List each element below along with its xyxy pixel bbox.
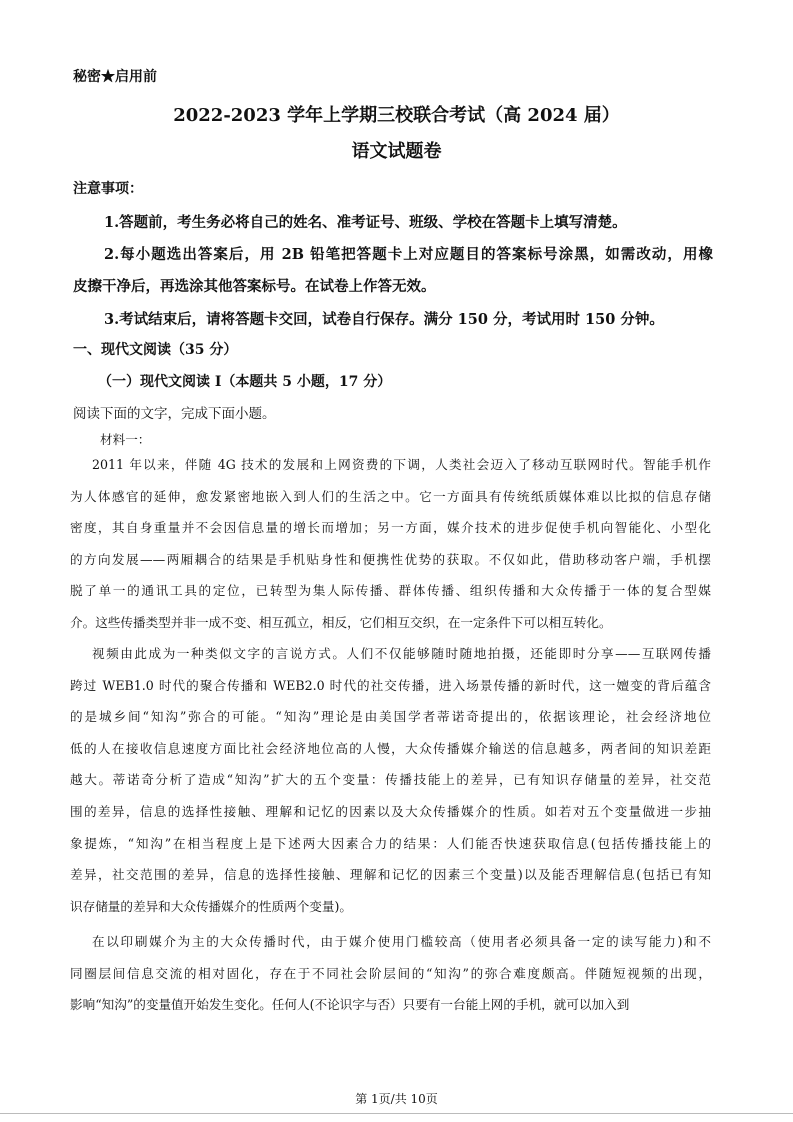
passage-line: 围的差异，信息的选择性接触、理解和记忆的因素以及大众传播媒介的性质。如若对五个变量做进一步抽: [70, 804, 711, 819]
page-indicator: 第 1页/共 10页: [355, 1092, 438, 1106]
passage-line: 的是城乡间“知沟”弥合的可能。“知沟”理论是由美国学者蒂诺奇提出的，依据该理论，社会经济地位: [70, 709, 711, 725]
passage-line: 为人体感官的延伸，愈发紧密地嵌入到人们的生活之中。它一方面具有传统纸质媒体难以比拟的信息存储: [70, 488, 711, 504]
notice-item-2-line-1: 2.每小题选出答案后，用 2B 铅笔把答题卡上对应题目的答案标号涂黑，如需改动，用橡: [104, 246, 713, 263]
passage-line: 差异，社交范围的差异，信息的选择性接触、理解和记忆的因素三个变量)以及能否理解信息(包括已有知: [70, 867, 711, 883]
passage-line: 2011 年以来，伴随 4G 技术的发展和上网资费的下调，人类社会迈入了移动互联网时代。智能手机作: [92, 457, 711, 472]
passage-line: 低的人在接收信息速度方面比社会经济地位高的人慢，大众传播媒介输送的信息越多，两者间的知识差距: [70, 740, 711, 756]
notice-item-1: 1.答题前，考生务必将自己的姓名、准考证号、班级、学校在答题卡上填写清楚。: [104, 214, 627, 231]
passage-line: 跨过 WEB1.0 时代的聚合传播和 WEB2.0 时代的社交传播，进入场景传播的新时代，这一嬗变的背后蕴含: [70, 677, 711, 693]
notice-item-2-line-2: 皮擦干净后，再选涂其他答案标号。在试卷上作答无效。: [73, 278, 436, 295]
passage-line: 象提炼，“知沟”在相当程度上是下述两大因素合力的结果：人们能否快速获取信息(包括传播技能上的: [70, 835, 711, 851]
passage-line: 识存储量的差异和大众传播媒介的性质两个变量)。: [70, 898, 352, 914]
confidential-mark: 秘密★启用前: [73, 69, 157, 85]
passage-line: 影响“知沟”的变量值开始发生变化。任何人(不论识字与否）只要有一台能上网的手机，就可以加入到: [70, 997, 630, 1013]
exam-subtitle: 语文试题卷: [351, 141, 442, 162]
passage-line: 密度，其自身重量并不会因信息量的增长而增加；另一方面，媒介技术的进步促使手机向智能化、小型化: [70, 520, 711, 536]
footer-rule: [0, 1113, 793, 1114]
subsection-heading: （一）现代文阅读 I（本题共 5 小题，17 分）: [98, 374, 392, 390]
passage-line: 同圈层间信息交流的相对固化，存在于不同社会阶层间的“知沟”的弥合难度颇高。伴随短视频的出现，: [70, 965, 711, 981]
notice-heading: 注意事项：: [73, 181, 143, 197]
passage-line: 越大。蒂诺奇分析了造成“知沟”扩大的五个变量：传播技能上的差异，已有知识存储量的差异，社交范: [70, 772, 711, 788]
material-label: 材料一：: [100, 432, 151, 447]
notice-item-3: 3.考试结束后，请将答题卡交回，试卷自行保存。满分 150 分，考试用时 150 分钟。: [104, 311, 664, 328]
exam-title: 2022-2023 学年上学期三校联合考试（高 2024 届）: [173, 105, 620, 126]
passage-line: 脱了单一的通讯工具的定位，已转型为集人际传播、群体传播、组织传播和大众传播于一体的复合型媒: [70, 583, 711, 599]
reading-instruction: 阅读下面的文字，完成下面小题。: [73, 406, 276, 422]
section-heading: 一、现代文阅读（35 分）: [73, 342, 238, 358]
passage-line: 视频由此成为一种类似文字的言说方式。人们不仅能够随时随地拍摄，还能即时分享——互联网传播: [92, 646, 711, 661]
passage-line: 的方向发展——两厢耦合的结果是手机贴身性和便携性优势的获取。不仅如此，借助移动客户端，手机摆: [70, 551, 711, 567]
passage-line: 介。这些传播类型并非一成不变、相互孤立，相反，它们相互交织，在一定条件下可以相互转化。: [70, 615, 612, 630]
passage-line: 在以印刷媒介为主的大众传播时代，由于媒介使用门槛较高（使用者必须具备一定的读写能力)和不: [92, 934, 711, 949]
